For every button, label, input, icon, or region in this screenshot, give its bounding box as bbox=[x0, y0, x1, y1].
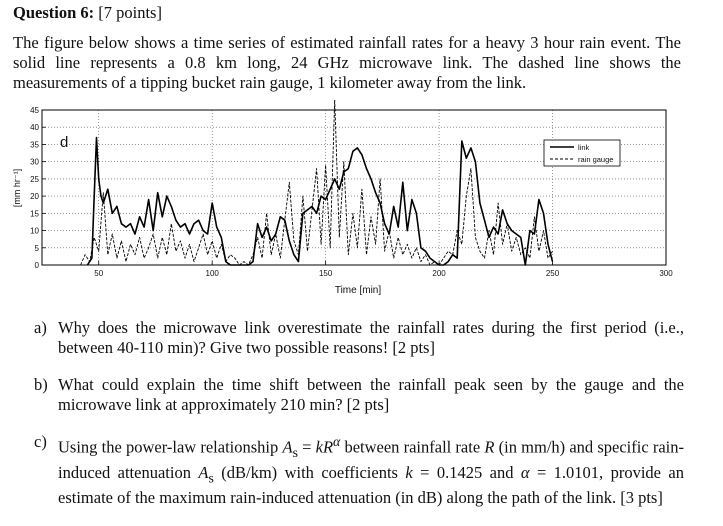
question-b-text: What could explain the time shift between the rainfall peak seen by the gauge and the microwave link at approximately 210 min? [2 pts] bbox=[58, 375, 684, 414]
x-tick-label: 250 bbox=[545, 269, 560, 278]
question-b bbox=[34, 375, 684, 415]
y-tick-label: 40 bbox=[30, 123, 39, 133]
plot-frame bbox=[42, 110, 666, 265]
question-c bbox=[34, 432, 684, 508]
coefficient-k-symbol: k bbox=[405, 462, 413, 482]
y-tick-label: 45 bbox=[30, 106, 39, 115]
question-a-label: a) bbox=[34, 318, 47, 337]
chart-ticks bbox=[30, 106, 673, 278]
rain-gauge-series-line bbox=[81, 100, 553, 265]
question-a bbox=[34, 318, 684, 358]
legend-link-label: link bbox=[578, 143, 590, 152]
x-tick-label: 50 bbox=[94, 269, 104, 278]
question-c-text bbox=[58, 432, 684, 508]
formula-alpha-exponent: α bbox=[333, 434, 341, 449]
y-tick-label: 0 bbox=[34, 261, 39, 270]
question-number: Question 6: bbox=[13, 3, 95, 22]
question-intro: The figure below shows a time series of estimated rainfall rates for a heavy 3 hour rain event. The solid line represents a 0.8 km long, 24 GHz microwave link. The dashed line shows the measurements of a tipping bucket rain gauge, 1 kilometer away from the link. bbox=[13, 33, 681, 92]
y-tick-label: 20 bbox=[30, 192, 39, 202]
rainfall-chart bbox=[0, 100, 723, 300]
panel-label: d bbox=[60, 134, 69, 151]
formula-a-subscript: s bbox=[292, 444, 298, 460]
legend bbox=[544, 140, 620, 166]
y-tick-label: 10 bbox=[30, 226, 39, 236]
link-series-line bbox=[87, 138, 552, 265]
y-tick-label: 15 bbox=[30, 209, 39, 219]
x-tick-label: 200 bbox=[432, 269, 446, 278]
question-a-text: Why does the microwave link overestimate the rainfall rates during the first period (i.e., between 40-110 min)? Give two possible reasons! [2 pts] bbox=[58, 318, 684, 357]
formula-r-symbol: R bbox=[322, 437, 334, 457]
chart-grid bbox=[42, 110, 666, 265]
legend-gauge-label: rain gauge bbox=[578, 155, 614, 164]
attenuation-subscript: s bbox=[208, 470, 214, 486]
question-points: [7 points] bbox=[98, 3, 162, 22]
question-c-part-3: (in mm/h) and specific rain-induced attenuation bbox=[58, 437, 684, 482]
x-tick-label: 150 bbox=[318, 269, 333, 278]
coefficient-alpha-symbol: α bbox=[520, 462, 530, 482]
rain-rate-symbol: R bbox=[484, 437, 495, 457]
y-tick-label: 25 bbox=[30, 174, 39, 184]
coefficient-k-value: = 0.1425 and bbox=[412, 462, 521, 482]
attenuation-symbol: A bbox=[198, 462, 209, 482]
y-axis-label: [mm hr⁻¹] bbox=[12, 168, 22, 208]
y-tick-label: 30 bbox=[30, 157, 39, 167]
x-axis-label: Time [min] bbox=[334, 285, 382, 296]
question-c-part-5: provide an estimate of the maximum rain-induced attenuation (in dB) along the path of the link. [3 pts] bbox=[58, 462, 684, 508]
y-tick-label: 5 bbox=[34, 243, 39, 253]
x-tick-label: 100 bbox=[205, 269, 219, 278]
question-c-part-1: Using the power-law relationship bbox=[58, 437, 283, 457]
x-tick-label: 300 bbox=[659, 269, 673, 278]
formula-k-symbol: k bbox=[315, 437, 323, 457]
formula-equals: = bbox=[297, 437, 316, 457]
question-c-part-4: (dB/km) with coefficients bbox=[213, 462, 406, 482]
question-c-label: c) bbox=[34, 432, 47, 451]
formula-a-symbol: A bbox=[282, 437, 293, 457]
chart-series bbox=[81, 100, 553, 265]
y-tick-label: 35 bbox=[30, 140, 39, 150]
coefficient-alpha-value: = 1.0101, bbox=[529, 462, 604, 482]
question-c-part-2: between rainfall rate bbox=[340, 437, 485, 457]
question-b-label: b) bbox=[34, 375, 48, 394]
question-heading bbox=[13, 3, 162, 23]
